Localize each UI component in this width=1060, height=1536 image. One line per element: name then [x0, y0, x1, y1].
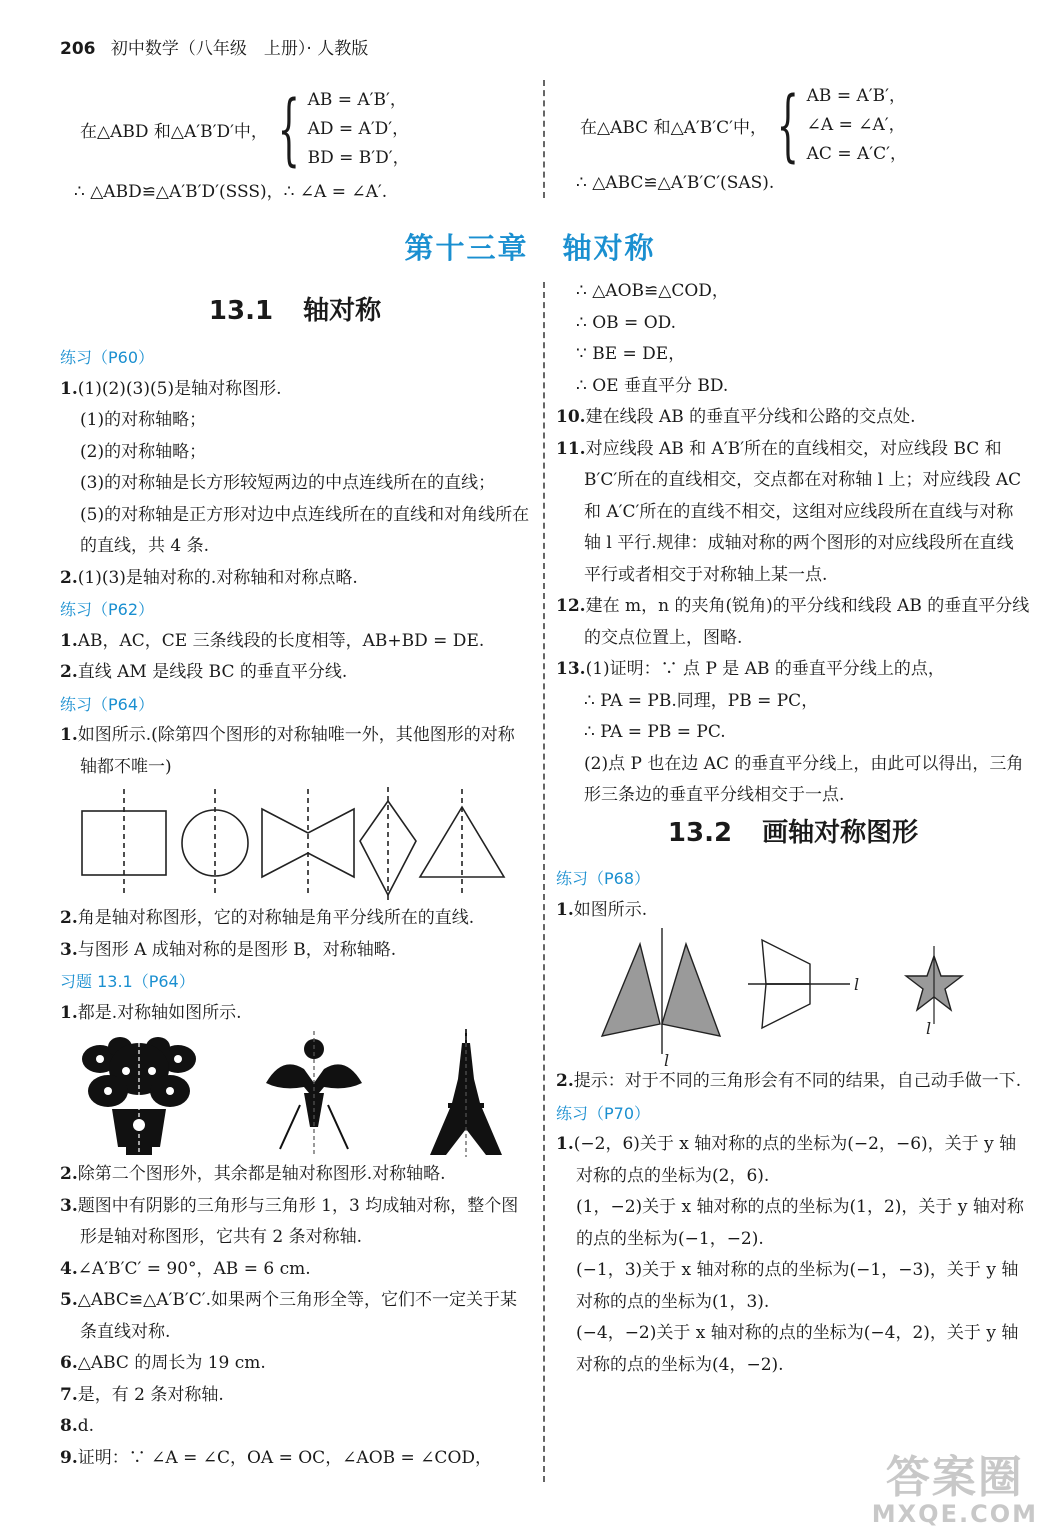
- answer-item: [60, 1443, 530, 1475]
- proof-top-right: [576, 80, 907, 193]
- page-header: [60, 34, 368, 59]
- answer-subitem: (2)点 P 也在边 AC 的垂直平分线上，由此可以得出，三角形三条边的垂直平分线相交于一点.: [584, 753, 1024, 805]
- item-number: 3.: [60, 1195, 78, 1216]
- item-number: 1.: [556, 1134, 574, 1154]
- answer-item: [60, 626, 530, 658]
- condition-list: [807, 82, 907, 169]
- chapter-name: 轴对称: [562, 231, 656, 265]
- exercise-heading: 练习（P60）: [60, 348, 155, 367]
- item-number: 2.: [556, 1071, 574, 1091]
- item-number: 2.: [60, 908, 78, 928]
- answer-item: [60, 1348, 530, 1380]
- item-number: 3.: [60, 939, 78, 960]
- answer-subitem: (−4，−2)关于 x 轴对称的点的坐标为(−4，2)，关于 y 轴对称的点的坐标为(4，−2).: [576, 1323, 1019, 1375]
- item-text: 对应线段 AB 和 A′B′所在的直线相交，对应线段 BC 和 B′C′所在的直线相交，交点都在对称轴 l 上；对应线段 AC 和 A′C′所在的直线不相交，这组对应线段所在直线与对称轴 l 平行.规律：成轴对称的两个图形的对应线段所在直线平行或者相交于对称轴上某一点.: [584, 438, 1022, 585]
- answer-item: [60, 1254, 530, 1286]
- section-title-13-1: [60, 290, 530, 327]
- answer-item: [60, 1380, 530, 1412]
- item-number: 2.: [60, 567, 78, 588]
- answer-subitem: (1)的对称轴略；: [80, 410, 207, 430]
- item-text: 直线 AM 是线段 BC 的垂直平分线.: [77, 662, 348, 682]
- item-number: 13.: [556, 659, 586, 679]
- answer-subitem: ∴ OE 垂直平分 BD.: [576, 375, 729, 396]
- drawing-figures: [556, 926, 1030, 1066]
- brace-icon: {: [277, 84, 300, 175]
- item-text: 是，有 2 条对称轴.: [77, 1384, 224, 1405]
- section-number: 13.1: [208, 296, 274, 326]
- item-number: 10.: [556, 407, 586, 427]
- axis-label-l: l: [854, 975, 860, 994]
- item-number: 2.: [60, 1164, 78, 1184]
- answer-item: [60, 720, 530, 783]
- watermark: [871, 1452, 1038, 1528]
- item-number: 8.: [60, 1416, 78, 1436]
- answer-item: [60, 563, 530, 595]
- item-number: 1.: [60, 1002, 78, 1023]
- exercise-heading: 习题 13.1（P64）: [60, 972, 195, 991]
- answer-item: [556, 1129, 1030, 1192]
- answer-item: [556, 895, 1030, 927]
- answer-item: [60, 1191, 530, 1254]
- watermark-url: MXQE.COM: [871, 1500, 1038, 1528]
- answer-item: [60, 1285, 530, 1348]
- answer-item: [556, 402, 1030, 434]
- equation-system: [580, 82, 907, 169]
- section-name: 轴对称: [303, 296, 382, 326]
- star-shape: [906, 946, 962, 1024]
- item-text: (1)(2)(3)(5)是轴对称图形.: [77, 378, 282, 399]
- item-number: 5.: [60, 1290, 78, 1310]
- item-text: 建在 m，n 的夹角(锐角)的平分线和线段 AB 的垂直平分线的交点位置上，图略.: [584, 596, 1030, 648]
- answer-subitem: (2)的对称轴略；: [80, 441, 207, 462]
- answer-subitem: (1，−2)关于 x 轴对称的点的坐标为(1，2)，关于 y 轴对称的点的坐标为(−1，−2).: [576, 1197, 1024, 1249]
- condition-line: ∠A = ∠A′，: [806, 115, 906, 135]
- equation-system: [80, 86, 410, 173]
- exercise-heading: 练习（P68）: [556, 869, 651, 888]
- item-number: 4.: [60, 1258, 78, 1279]
- answer-item: [556, 1066, 1030, 1098]
- answer-item: [556, 434, 1030, 592]
- silhouette-figures: [60, 1029, 530, 1159]
- page-number: 206: [60, 39, 96, 59]
- item-text: 与图形 A 成轴对称的是图形 B，对称轴略.: [77, 939, 397, 960]
- item-number: 7.: [60, 1384, 78, 1405]
- answer-item: [60, 998, 530, 1030]
- item-text: 如图所示.: [573, 899, 648, 920]
- exercise-heading: 练习（P62）: [60, 600, 155, 619]
- item-text: 角是轴对称图形，它的对称轴是角平分线所在的直线.: [77, 908, 475, 928]
- item-text: d.: [77, 1416, 95, 1436]
- condition-line: BD = B′D′，: [307, 148, 410, 168]
- brace-icon: {: [776, 80, 799, 171]
- column-divider-top: [543, 80, 545, 198]
- answer-subitem: (−1，3)关于 x 轴对称的点的坐标为(−1，−3)，关于 y 轴对称的点的坐标为(1，3).: [576, 1260, 1019, 1312]
- condition-line: AB = A′B′，: [307, 90, 407, 110]
- left-column: [60, 342, 530, 1474]
- item-text: △ABC 的周长为 19 cm.: [77, 1353, 266, 1373]
- item-number: 9.: [60, 1447, 78, 1468]
- right-column: [556, 276, 1030, 1381]
- axis-label-l: l: [926, 1019, 932, 1038]
- condition-line: AD = A′D′，: [307, 119, 410, 139]
- watermark-logo: 答案圈: [885, 1452, 1024, 1503]
- symmetry-shapes-figure: [60, 783, 530, 903]
- answer-item: [60, 374, 530, 406]
- answer-subitem: ∴ PA = PB.同理，PB = PC，: [584, 690, 819, 711]
- section-name: 画轴对称图形: [762, 817, 919, 848]
- item-text: (1)(3)是轴对称的.对称轴和对称点略.: [77, 567, 358, 588]
- answer-subitem: ∴ △AOB≌△COD，: [576, 281, 729, 301]
- answer-item: [556, 591, 1030, 654]
- axis-label-l: l: [664, 1051, 670, 1066]
- answer-item: [556, 654, 1030, 686]
- chapter-number: 第十三章: [404, 231, 529, 265]
- section-title-13-2: [556, 818, 1030, 850]
- proof-intro: 在△ABC 和△A′B′C′中，: [580, 118, 767, 138]
- item-number: 1.: [60, 378, 78, 399]
- item-text: 提示：对于不同的三角形会有不同的结果，自己动手做一下.: [573, 1071, 1022, 1091]
- item-text: (−2，6)关于 x 轴对称的点的坐标为(−2，−6)，关于 y 轴对称的点的坐标为(2，6).: [573, 1134, 1017, 1186]
- answer-item: [60, 903, 530, 935]
- item-text: 证明：∵ ∠A = ∠C，OA = OC，∠AOB = ∠COD，: [77, 1447, 493, 1468]
- item-text: AB，AC，CE 三条线段的长度相等，AB+BD = DE.: [77, 630, 485, 651]
- item-number: 11.: [556, 438, 586, 459]
- item-number: 1.: [60, 630, 78, 651]
- answer-subitem: ∴ PA = PB = PC.: [584, 722, 726, 742]
- answer-item: [60, 1411, 530, 1443]
- item-number: 6.: [60, 1353, 78, 1373]
- proof-conclusion: ∴ △ABD≌△A′B′D′(SSS)，∴ ∠A = ∠A′.: [74, 182, 388, 202]
- proof-conclusion: ∴ △ABC≌△A′B′C′(SAS).: [576, 173, 775, 193]
- item-text: ∠A′B′C′ = 90°，AB = 6 cm.: [77, 1258, 311, 1279]
- answer-subitem: (5)的对称轴是正方形对边中点连线所在的直线和对角线所在的直线，共 4 条.: [80, 504, 530, 556]
- item-text: 除第二个图形外，其余都是轴对称图形.对称轴略.: [77, 1164, 446, 1184]
- answer-item: [60, 657, 530, 689]
- exercise-heading: 练习（P64）: [60, 694, 155, 714]
- item-text: (1)证明：∵ 点 P 是 AB 的垂直平分线上的点，: [585, 659, 945, 679]
- exercise-heading: 练习（P70）: [556, 1103, 651, 1123]
- reflected-trapezoids: [748, 940, 850, 1028]
- condition-list: [308, 86, 410, 173]
- answer-subitem: (3)的对称轴是长方形较短两边的中点连线所在的直线；: [80, 473, 496, 493]
- proof-intro: 在△ABD 和△A′B′D′中，: [80, 122, 268, 142]
- answer-item: [60, 1159, 530, 1191]
- answer-subitem: ∴ OB = OD.: [576, 312, 677, 333]
- column-divider-main: [543, 282, 545, 1482]
- item-text: 都是.对称轴如图所示.: [77, 1002, 242, 1023]
- item-number: 1.: [556, 899, 574, 920]
- condition-line: AC = A′C′，: [806, 144, 907, 164]
- chapter-title: [0, 226, 1060, 267]
- shaded-triangles: [602, 928, 720, 1054]
- item-number: 12.: [556, 596, 586, 616]
- item-number: 2.: [60, 662, 78, 682]
- condition-line: AB = A′B′，: [806, 86, 906, 106]
- item-text: 建在线段 AB 的垂直平分线和公路的交点处.: [585, 407, 916, 427]
- book-title: 初中数学（八年级 上册）· 人教版: [110, 39, 369, 59]
- proof-top-left: [74, 84, 410, 202]
- answer-item: [60, 935, 530, 967]
- answer-subitem: ∵ BE = DE，: [576, 344, 686, 364]
- item-number: 1.: [60, 725, 78, 745]
- section-number: 13.2: [667, 817, 733, 848]
- item-text: 如图所示.(除第四个图形的对称轴唯一外，其他图形的对称轴都不唯一): [77, 725, 515, 777]
- item-text: 题图中有阴影的三角形与三角形 1，3 均成轴对称，整个图形是轴对称图形，它共有 2 条对称轴.: [77, 1195, 519, 1247]
- item-text: △ABC≌△A′B′C′.如果两个三角形全等，它们不一定关于某条直线对称.: [77, 1290, 517, 1342]
